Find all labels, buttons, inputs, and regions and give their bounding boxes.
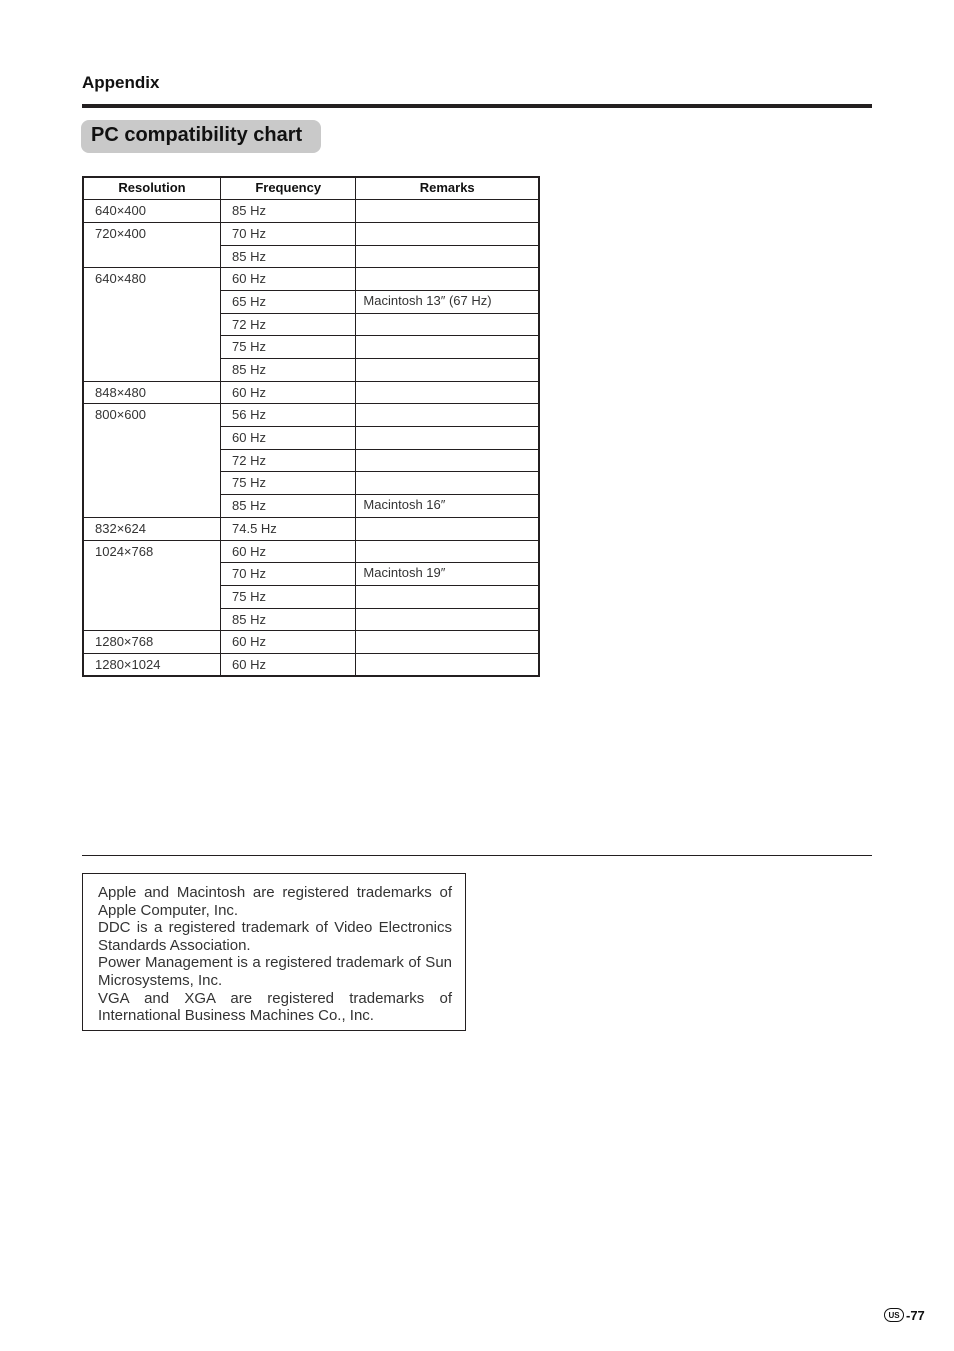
frequency-cell: 60 Hz (221, 427, 356, 450)
remarks-cell (356, 381, 539, 404)
remarks-cell (356, 472, 539, 495)
frequency-cell: 60 Hz (221, 631, 356, 654)
table-row (83, 381, 539, 404)
remarks-cell (356, 427, 539, 450)
remarks-cell (356, 631, 539, 654)
frequency-cell: 65 Hz (221, 290, 356, 313)
table-row (83, 200, 539, 223)
table-row (83, 653, 539, 676)
frequency-cell: 85 Hz (221, 359, 356, 382)
remarks-cell (356, 359, 539, 382)
table-body (83, 200, 539, 676)
table-row (83, 540, 539, 563)
table-row (83, 404, 539, 427)
remarks-cell: Macintosh 13″ (67 Hz) (356, 290, 539, 313)
remarks-cell (356, 200, 539, 223)
remarks-cell: Macintosh 16″ (356, 495, 539, 518)
remarks-cell (356, 268, 539, 291)
resolution-cell: 720×400 (83, 222, 221, 267)
remarks-cell (356, 449, 539, 472)
header-rule (82, 104, 872, 108)
frequency-cell: 60 Hz (221, 540, 356, 563)
trademark-line: DDC is a registered trademark of Video Electronics Standards Association. (98, 919, 452, 954)
frequency-cell: 60 Hz (221, 268, 356, 291)
frequency-cell: 75 Hz (221, 585, 356, 608)
frequency-cell: 56 Hz (221, 404, 356, 427)
trademark-notice (82, 873, 466, 1031)
table-row (83, 517, 539, 540)
remarks-cell (356, 404, 539, 427)
table-row (83, 222, 539, 245)
resolution-cell: 1024×768 (83, 540, 221, 631)
trademark-line: Power Management is a registered trademark of Sun Microsystems, Inc. (98, 954, 452, 989)
section-divider (82, 855, 872, 856)
remarks-cell (356, 222, 539, 245)
remarks-cell (356, 540, 539, 563)
trademark-line: Apple and Macintosh are registered trademarks of Apple Computer, Inc. (98, 884, 452, 919)
column-header-resolution: Resolution (83, 177, 221, 200)
page-title: PC compatibility chart (81, 120, 321, 153)
remarks-cell (356, 245, 539, 268)
column-header-remarks: Remarks (356, 177, 539, 200)
resolution-cell: 800×600 (83, 404, 221, 517)
pc-compatibility-table (82, 176, 540, 677)
frequency-cell: 85 Hz (221, 495, 356, 518)
frequency-cell: 70 Hz (221, 222, 356, 245)
remarks-cell (356, 585, 539, 608)
frequency-cell: 85 Hz (221, 245, 356, 268)
table-header-row (83, 177, 539, 200)
resolution-cell: 1280×1024 (83, 653, 221, 676)
page-number (884, 1306, 925, 1324)
remarks-cell (356, 653, 539, 676)
remarks-cell (356, 517, 539, 540)
resolution-cell: 640×480 (83, 268, 221, 381)
table-row (83, 631, 539, 654)
resolution-cell: 640×400 (83, 200, 221, 223)
frequency-cell: 75 Hz (221, 336, 356, 359)
frequency-cell: 74.5 Hz (221, 517, 356, 540)
section-label: Appendix (82, 73, 160, 92)
frequency-cell: 75 Hz (221, 472, 356, 495)
frequency-cell: 72 Hz (221, 313, 356, 336)
resolution-cell: 832×624 (83, 517, 221, 540)
region-badge-icon: US (884, 1308, 904, 1322)
remarks-cell (356, 608, 539, 631)
page-number-text: -77 (906, 1307, 925, 1323)
resolution-cell: 1280×768 (83, 631, 221, 654)
frequency-cell: 85 Hz (221, 200, 356, 223)
frequency-cell: 72 Hz (221, 449, 356, 472)
resolution-cell: 848×480 (83, 381, 221, 404)
frequency-cell: 60 Hz (221, 653, 356, 676)
remarks-cell: Macintosh 19″ (356, 563, 539, 586)
frequency-cell: 70 Hz (221, 563, 356, 586)
remarks-cell (356, 313, 539, 336)
table-row (83, 268, 539, 291)
column-header-frequency: Frequency (221, 177, 356, 200)
frequency-cell: 60 Hz (221, 381, 356, 404)
trademark-line: VGA and XGA are registered trademarks of International Business Machines Co., Inc. (98, 989, 452, 1025)
remarks-cell (356, 336, 539, 359)
frequency-cell: 85 Hz (221, 608, 356, 631)
